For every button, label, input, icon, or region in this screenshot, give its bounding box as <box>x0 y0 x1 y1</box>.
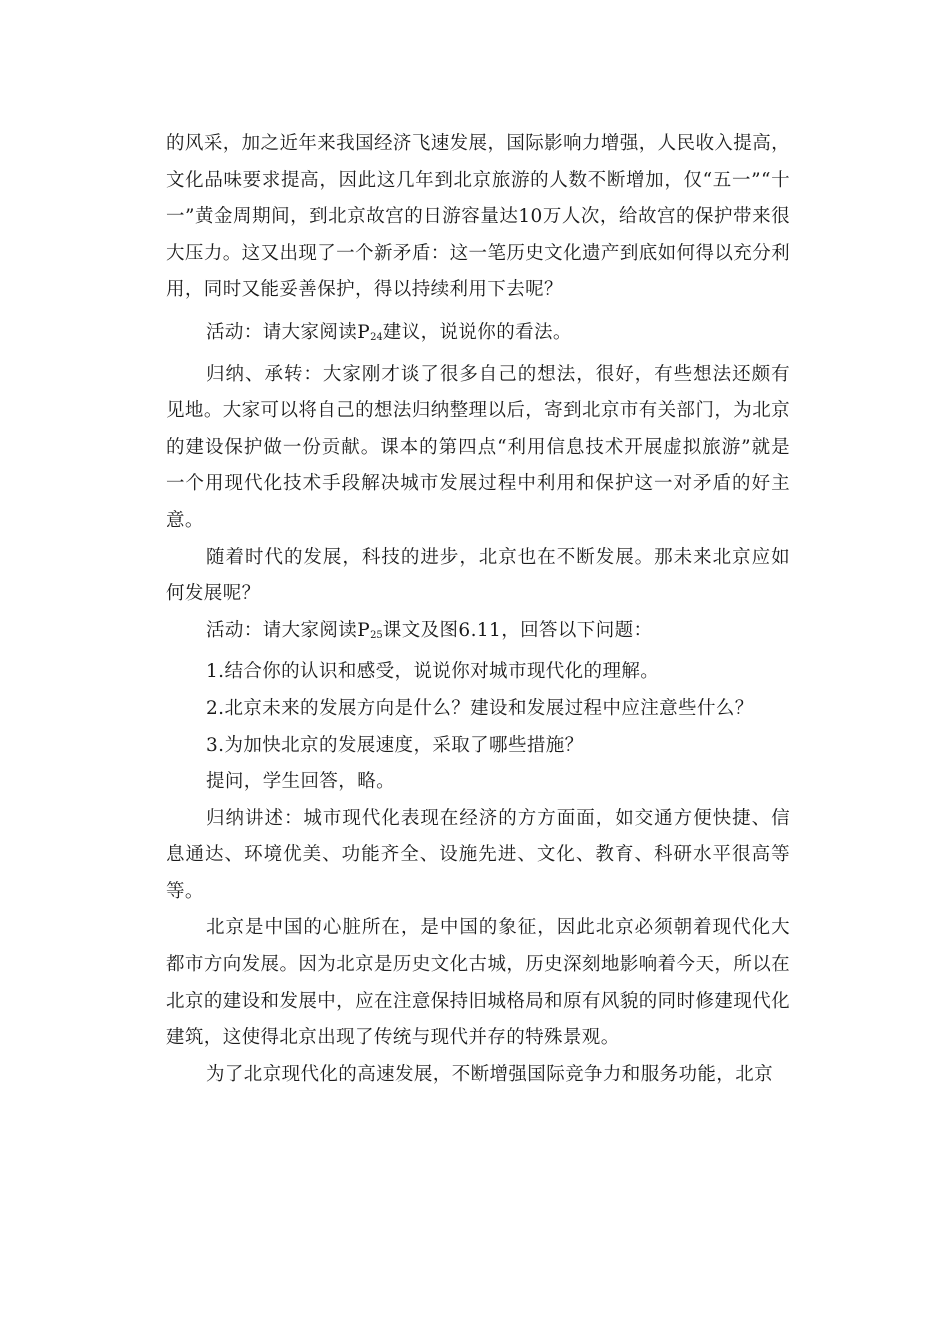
activity-1-page-subscript: 24 <box>370 331 383 343</box>
activity-2-page-subscript: 25 <box>370 629 383 641</box>
paragraph-intro: 的风采，加之近年来我国经济飞速发展，国际影响力增强，人民收入提高，文化品味要求提高，因此这几年到北京旅游的人数不断增加，仅“五一”“十一”黄金周期间，到北京故宫的日游容量达10万人次，给故宫的保护带来很大压力。这又出现了一个新矛盾：这一笔历史文化遗产到底如何得以充分利用，同时又能妥善保护，得以持续利用下去呢？ <box>166 133 790 301</box>
question-3: 3.为加快北京的发展速度，采取了哪些措施？ <box>206 734 584 756</box>
paragraph-activity-1 <box>166 315 790 357</box>
activity-2-text-before: 活动：请大家阅读P <box>206 619 371 641</box>
document-body <box>166 126 790 1093</box>
question-1: 1.结合你的认识和感受，说说你对城市现代化的理解。 <box>206 661 660 683</box>
paragraph-summary-lecture: 归纳讲述：城市现代化表现在经济的方方面面，如交通方便快捷、信息通达、环境优美、功能齐全、设施先进、文化、教育、科研水平很高等等。 <box>166 807 790 902</box>
activity-1-text-after: 建议，说说你的看法。 <box>382 321 572 343</box>
question-2: 2.北京未来的发展方向是什么？建设和发展过程中应注意些什么？ <box>206 697 754 719</box>
paragraph-modernization: 为了北京现代化的高速发展，不断增强国际竞争力和服务功能，北京 <box>206 1063 774 1085</box>
activity-2-text-after: 课文及图6.11，回答以下问题： <box>382 619 653 641</box>
activity-1-text-before: 活动：请大家阅读P <box>206 321 371 343</box>
paragraph-summary-transition: 归纳、承转：大家刚才谈了很多自己的想法，很好，有些想法还颇有见地。大家可以将自己的想法归纳整理以后，寄到北京市有关部门，为北京的建设保护做一份贡献。课本的第四点“利用信息技术开展虚拟旅游”就是一个用现代化技术手段解决城市发展过程中利用和保护这一对矛盾的好主意。 <box>166 363 790 531</box>
paragraph-activity-2 <box>166 613 790 655</box>
paragraph-answer-note: 提问，学生回答，略。 <box>206 771 396 793</box>
paragraph-beijing-heart: 北京是中国的心脏所在，是中国的象征，因此北京必须朝着现代化大都市方向发展。因为北京是历史文化古城，历史深刻地影响着今天，所以在北京的建设和发展中，应在注意保持旧城格局和原有风貌的同时修建现代化建筑，这使得北京出现了传统与现代并存的特殊景观。 <box>166 917 790 1049</box>
paragraph-development: 随着时代的发展，科技的进步，北京也在不断发展。那未来北京应如何发展呢？ <box>166 546 790 605</box>
